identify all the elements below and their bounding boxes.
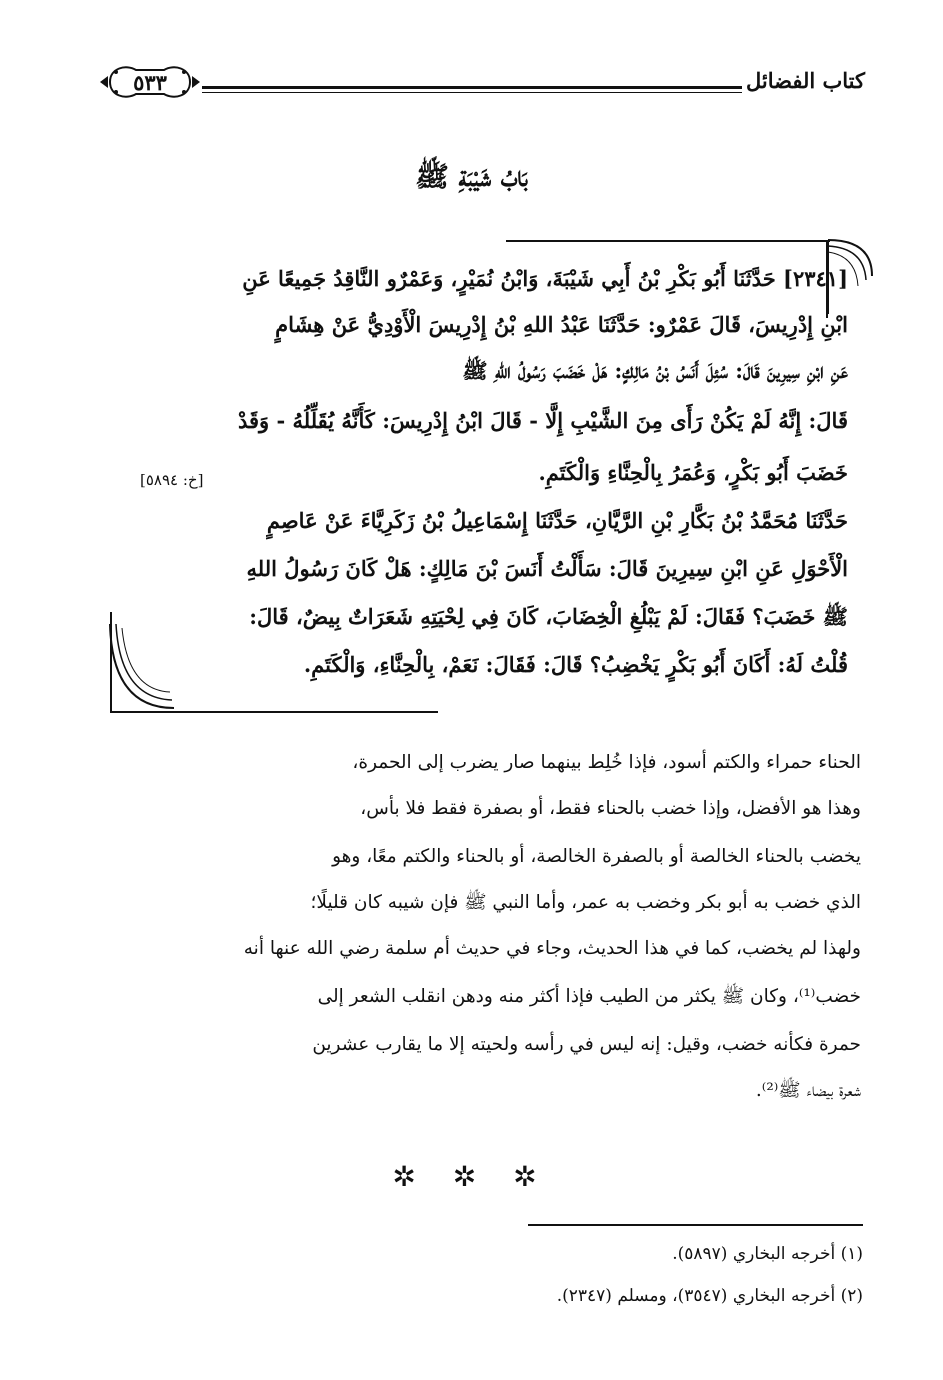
book-title: كتاب الفضائل	[745, 68, 865, 93]
footnote: (٢) أخرجه البخاري (٣٥٤٧)، ومسلم (٢٣٤٧).	[556, 1286, 863, 1306]
hadith-line: ﷺ خَضَبَ؟ فَقَالَ: لَمْ يَبْلُغِ الْخِضَابَ، كَانَ فِي لِحْيَتِهِ شَعَرَاتٌ بِيضٌ، قَالَ:	[249, 604, 848, 629]
commentary-line: الذي خضب به أبو بكر وخضب به عمر، وأما النبي ﷺ فإن شيبه كان قليلًا؛	[310, 892, 861, 913]
hadith-line: الْأَحْوَلِ عَنِ ابْنِ سِيرِينَ قَالَ: سَأَلْتُ أَنَسَ بْنَ مَالِكٍ: هَلْ كَانَ رَسُولُ اللهِ	[246, 556, 848, 581]
hadith-line: حَدَّثَنَا مُحَمَّدُ بْنُ بَكَّارِ بْنِ الرَّيَّانِ، حَدَّثَنَا إِسْمَاعِيلُ بْنُ زَكَرِيَّاءَ عَنْ عَاصِمٍ	[266, 508, 848, 533]
hadith-line: عَنِ ابْنِ سِيرِينَ قَالَ: سُئِلَ أَنَسُ بْنُ مَالِكٍ: هَلْ خَضَبَ رَسُولُ اللهِ ﷺ	[462, 358, 848, 383]
commentary-line: وهذا هو الأفضل، وإذا خضب بالحناء فقط، أو بصفرة فقط فلا بأس،	[360, 798, 861, 819]
hadith-line: خَضَبَ أَبُو بَكْرٍ، وَعُمَرُ بِالْحِنَّاءِ وَالْكَتَمِ.	[538, 460, 848, 485]
footnote: (١) أخرجه البخاري (٥٨٩٧).	[672, 1244, 863, 1264]
hadith-line: ابْنِ إِدْرِيسَ، قَالَ عَمْرٌو: حَدَّثَنَا عَبْدُ اللهِ بْنُ إِدْرِيسَ الْأَوْدِيُّ عَنْ هِشَامٍ	[275, 312, 848, 337]
commentary-line: شعرة بيضاء ﷺ⁽²⁾.	[755, 1080, 861, 1101]
hadith-line: قَالَ: إِنَّهُ لَمْ يَكُنْ رَأَى مِنَ الشَّيْبِ إِلَّا - قَالَ ابْنُ إِدْرِيسَ: كَأَنَّهُ يُقَلِّلُهُ - وَقَدْ	[237, 408, 848, 433]
header-rule	[202, 86, 742, 89]
frame-top-rule	[506, 240, 830, 242]
footnote-rule	[528, 1224, 863, 1226]
chapter-title: بَابُ شَيْبَةِ ﷺ	[415, 160, 528, 193]
hadith-line: [٢٣٤١] حَدَّثَنَا أَبُو بَكْرِ بْنُ أَبِي شَيْبَةَ، وَابْنُ نُمَيْرٍ، وَعَمْرٌو النَّاقِدُ جَمِيعًا عَنِ	[242, 266, 848, 291]
commentary-line: الحناء حمراء والكتم أسود، فإذا خُلِط بينهما صار يضرب إلى الحمرة،	[352, 752, 861, 773]
page-number: ٥٣٣	[133, 70, 167, 95]
section-separator: ✲ ✲ ✲	[392, 1160, 551, 1193]
commentary-line: خضب⁽¹⁾، وكان ﷺ يكثر من الطيب فإذا أكثر منه ودهن انقلب الشعر إلى	[317, 986, 861, 1007]
hadith-reference: [خ: ٥٨٩٤]	[140, 471, 204, 489]
commentary-line: ولهذا لم يخضب، كما في هذا الحديث، وجاء في حديث أم سلمة رضي الله عنها أنه	[243, 938, 861, 959]
commentary-line: حمرة فكأنه خضب، وقيل: إنه ليس في رأسه ولحيته إلا ما يقارب عشرين	[312, 1034, 861, 1055]
commentary-line: يخضب بالحناء الخالصة أو بالصفرة الخالصة، أو بالحناء والكتم معًا، وهو	[332, 846, 861, 867]
hadith-line: قُلْتُ لَهُ: أَكَانَ أَبُو بَكْرٍ يَخْضِبُ؟ قَالَ: فَقَالَ: نَعَمْ، بِالْحِنَّاءِ، وَالْكَتَمِ.	[303, 652, 848, 677]
